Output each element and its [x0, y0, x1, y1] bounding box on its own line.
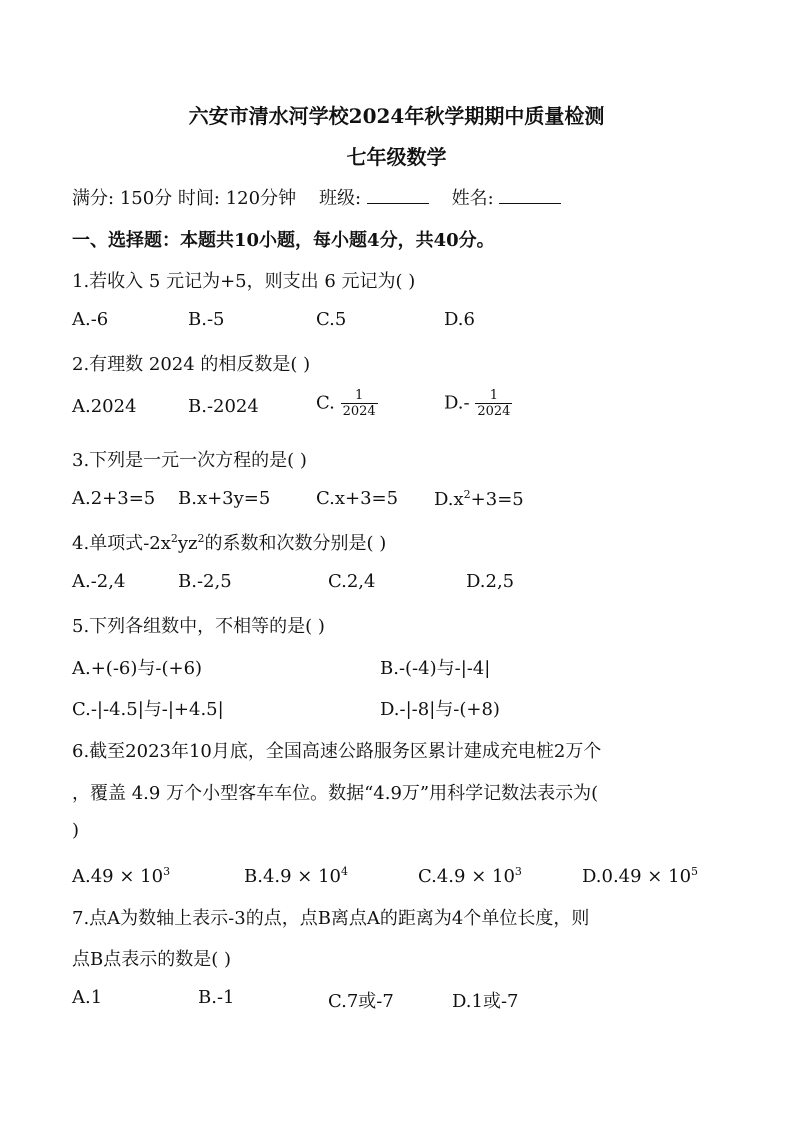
- question-1-stem: 1.若收入 5 元记为+5，则支出 6 元记为( ): [72, 271, 416, 292]
- question-5-stem: 5.下列各组数中，不相等的是( ): [72, 616, 325, 637]
- q6-b-exp: 4: [341, 865, 349, 878]
- question-3-stem: 3.下列是一元一次方程的是( ): [72, 450, 307, 471]
- q6-d-base: D.0.49 × 10: [582, 866, 692, 887]
- q1-option-c: C.5: [316, 309, 347, 330]
- q1-option-b: B.-5: [188, 309, 225, 330]
- q2-option-c: [316, 388, 378, 419]
- q3-option-d: [434, 488, 524, 510]
- q2-option-d-label: D.-: [444, 392, 470, 414]
- full-score-value: 150分: [119, 188, 173, 209]
- q6-option-b: [244, 865, 348, 887]
- q4-monomial: [143, 533, 204, 554]
- mono-exp-z: 2: [197, 532, 205, 545]
- q2-option-c-label: C.: [316, 392, 335, 414]
- q4-option-b: B.-2,5: [178, 571, 232, 592]
- class-label: 班级:: [318, 188, 362, 209]
- q6-option-d: [582, 865, 698, 887]
- full-score-label: 满分:: [72, 188, 115, 209]
- q2-option-c-fraction: [341, 388, 378, 419]
- q7-option-c: C.7或-7: [328, 991, 394, 1012]
- q6-d-exp: 5: [691, 865, 699, 878]
- q1-option-a: A.-6: [72, 309, 109, 330]
- q1-option-d: D.6: [444, 309, 475, 330]
- q3-option-d-base: D.x: [434, 489, 464, 510]
- time-label: 时间:: [177, 188, 220, 209]
- question-4-stem: [72, 529, 386, 555]
- q7-option-d: D.1或-7: [452, 991, 519, 1012]
- q4-option-d: D.2,5: [466, 571, 515, 592]
- q6-c-exp: 3: [514, 865, 522, 878]
- fraction-denominator: 2024: [342, 404, 376, 419]
- question-7-line1: 7.点A为数轴上表示-3的点，点B离点A的距离为4个单位长度，则: [72, 908, 590, 929]
- q2-option-a: A.2024: [72, 396, 137, 417]
- mono-coef: -2x: [143, 533, 171, 554]
- q5-option-a: A.+(-6)与-(+6): [72, 658, 203, 679]
- question-6-line1: 6.截至2023年10月底，全国高速公路服务区累计建成充电桩2万个: [72, 741, 602, 762]
- question-2-stem: 2.有理数 2024 的相反数是( ): [72, 354, 311, 375]
- q5-option-d: D.-|-8|与-(+8): [380, 699, 500, 720]
- q3-option-c: C.x+3=5: [316, 488, 399, 509]
- q6-b-base: B.4.9 × 10: [244, 866, 342, 887]
- exam-title: 六安市清水河学校2024年秋学期期中质量检测: [188, 104, 605, 128]
- q3-option-a: A.2+3=5: [72, 488, 156, 509]
- q3-option-b: B.x+3y=5: [178, 488, 271, 509]
- section-heading: 一、选择题：本题共10小题，每小题4分，共40分。: [72, 230, 495, 251]
- time-value: 120分钟: [225, 188, 297, 209]
- q6-a-base: A.49 × 10: [72, 866, 164, 887]
- q6-c-base: C.4.9 × 10: [418, 866, 515, 887]
- fraction-numerator: 1: [355, 388, 364, 403]
- q5-option-b: B.-(-4)与-|-4|: [380, 658, 491, 679]
- q4-option-c: C.2,4: [328, 571, 376, 592]
- question-7-line2: 点B点表示的数是( ): [72, 949, 231, 970]
- q5-option-c: C.-|-4.5|与-|+4.5|: [72, 699, 224, 720]
- name-label: 姓名:: [451, 188, 494, 209]
- q6-option-c: [418, 865, 522, 887]
- q4-stem-post: 的系数和次数分别是( ): [204, 533, 387, 554]
- q7-option-a: A.1: [72, 987, 103, 1008]
- q2-option-d: [444, 388, 512, 419]
- q2-option-b: B.-2024: [188, 396, 259, 417]
- question-6-line2: ，覆盖 4.9 万个小型客车车位。数据“4.9万”用科学记数法表示为(: [72, 783, 599, 804]
- fraction-denominator: 2024: [477, 404, 511, 419]
- fraction-numerator: 1: [489, 388, 499, 403]
- q2-option-d-fraction: [475, 388, 512, 419]
- q6-option-a: [72, 865, 170, 887]
- q3-option-d-exponent: 2: [463, 488, 471, 501]
- q3-option-d-rest: +3=5: [470, 489, 524, 510]
- mono-yz: yz: [177, 533, 198, 554]
- exam-info: [72, 184, 561, 210]
- q6-a-exp: 3: [163, 865, 171, 878]
- class-blank[interactable]: [367, 185, 429, 204]
- question-6-line3: ): [72, 820, 80, 841]
- name-blank[interactable]: [499, 185, 561, 204]
- exam-subtitle: 七年级数学: [346, 145, 447, 169]
- mono-exp-x: 2: [170, 532, 178, 545]
- q7-option-b: B.-1: [198, 987, 235, 1008]
- q4-stem-pre: 4.单项式: [72, 533, 144, 554]
- q4-option-a: A.-2,4: [72, 571, 126, 592]
